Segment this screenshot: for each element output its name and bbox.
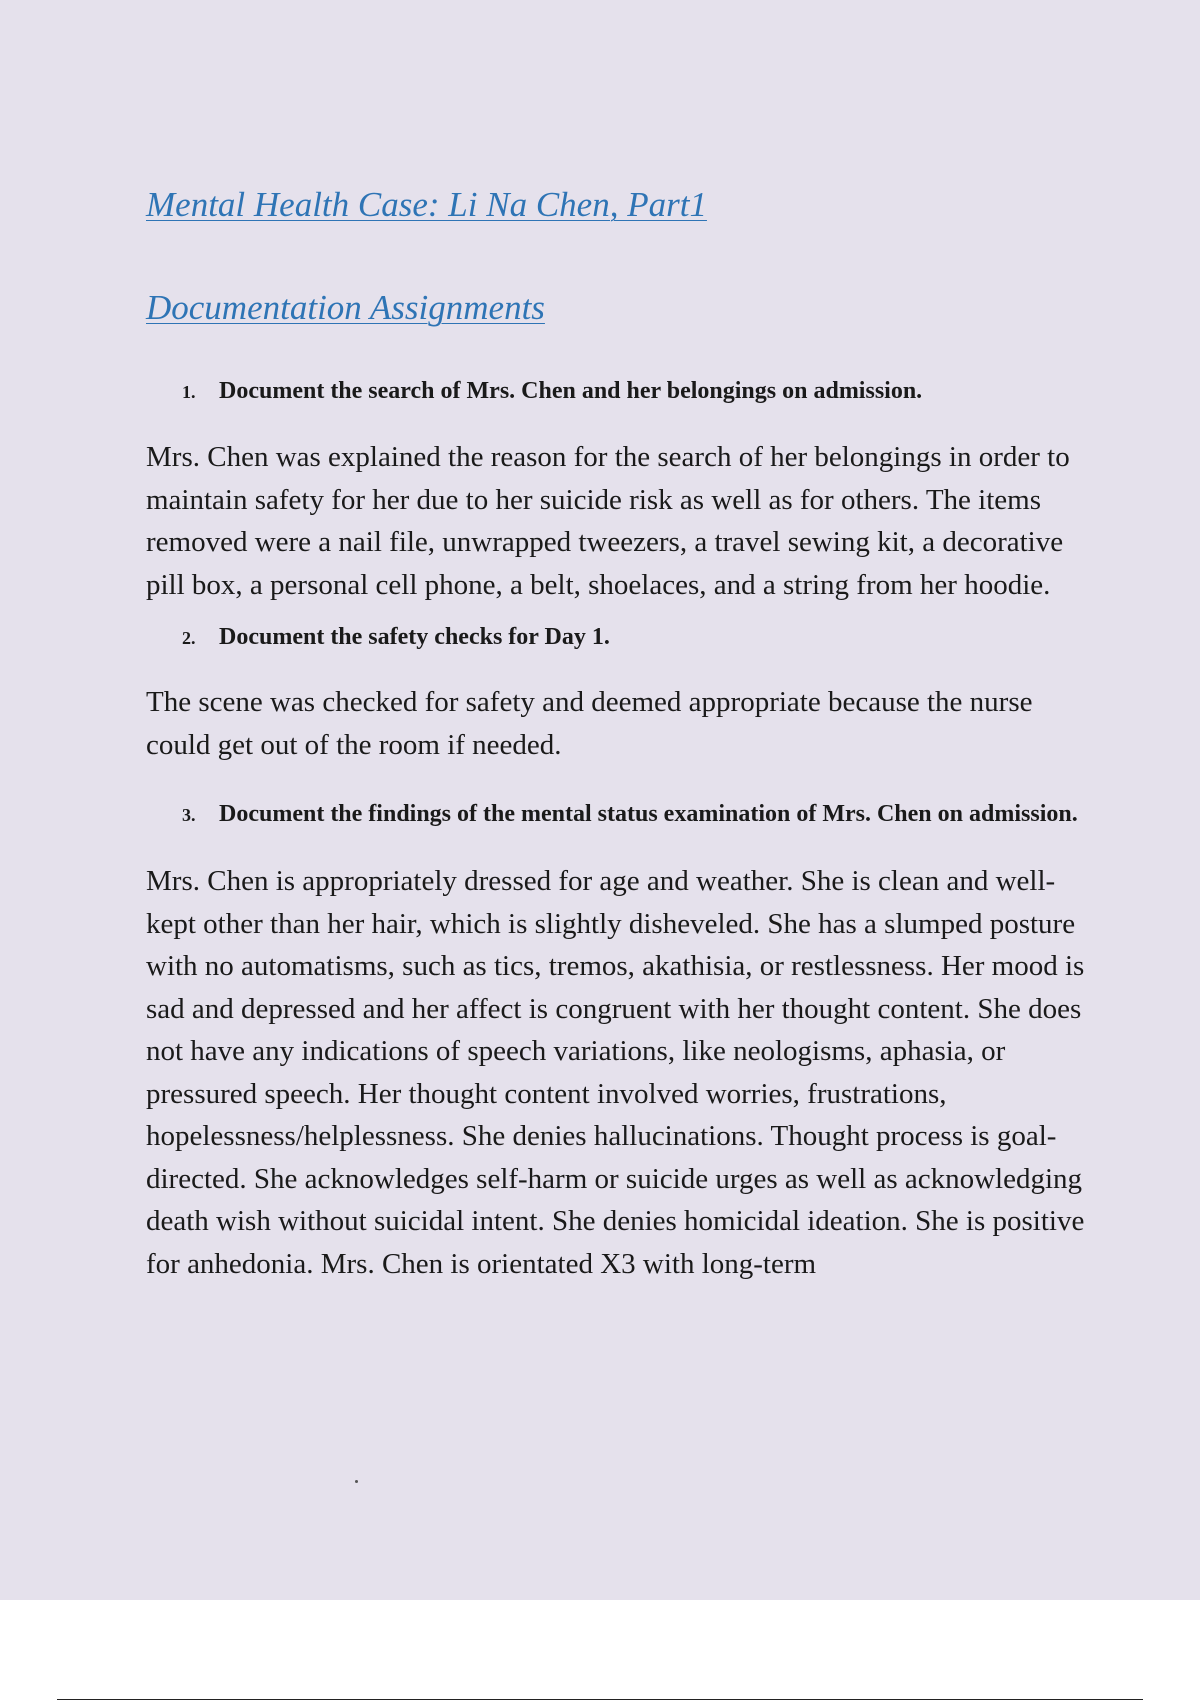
assignment-item-2 <box>146 619 1096 766</box>
assignment-question <box>146 619 1096 655</box>
document-content <box>146 182 1096 1285</box>
assignment-answer: Mrs. Chen was explained the reason for the search of her belongings in order to maintain safety for her due to her suicide risk as well as for others. The items removed were a nail file, unwrapped tweezers, a travel sewing kit, a decorative pill box, a personal cell phone, a belt, shoelaces, and a string from her hoodie. <box>146 441 1070 601</box>
stray-mark <box>355 1480 358 1483</box>
assignment-list <box>146 373 1096 1285</box>
document-title: Mental Health Case: Li Na Chen, Part1 <box>146 185 707 224</box>
assignment-answer: Mrs. Chen is appropriately dressed for age and weather. She is clean and well-kept other than her hair, which is slightly disheveled. She has a slumped posture with no automatisms, such as tics, tremos, akathisia, or restlessness. Her mood is sad and depressed and her affect is congruent with her thought content. She does not have any indications of speech variations, like neologisms, aphasia, or pressured speech. Her thought content involved worries, frustrations, hopelessness/helplessness. She denies hallucinations. Thought process is goal-directed. She acknowledges self-harm or suicide urges as well as acknowledging death wish without suicidal intent. She denies homicidal ideation. She is positive for anhedonia. Mrs. Chen is orientated X3 with long-term <box>146 865 1085 1280</box>
assignment-question <box>146 796 1096 832</box>
assignment-number: 1. <box>182 382 196 402</box>
assignment-question-text: Document the safety checks for Day 1. <box>219 624 610 650</box>
assignment-question <box>146 373 1096 409</box>
assignment-number: 3. <box>182 805 196 825</box>
assignment-question-text: Document the findings of the mental status examination of Mrs. Chen on admission. <box>219 801 1078 827</box>
assignment-number: 2. <box>182 628 196 648</box>
assignment-item-1 <box>146 373 1096 606</box>
assignment-question-text: Document the search of Mrs. Chen and her belongings on admission. <box>219 378 923 404</box>
assignment-item-3 <box>146 796 1096 1285</box>
section-heading: Documentation Assignments <box>146 288 545 327</box>
assignment-answer: The scene was checked for safety and deemed appropriate because the nurse could get out of the room if needed. <box>146 686 1033 761</box>
